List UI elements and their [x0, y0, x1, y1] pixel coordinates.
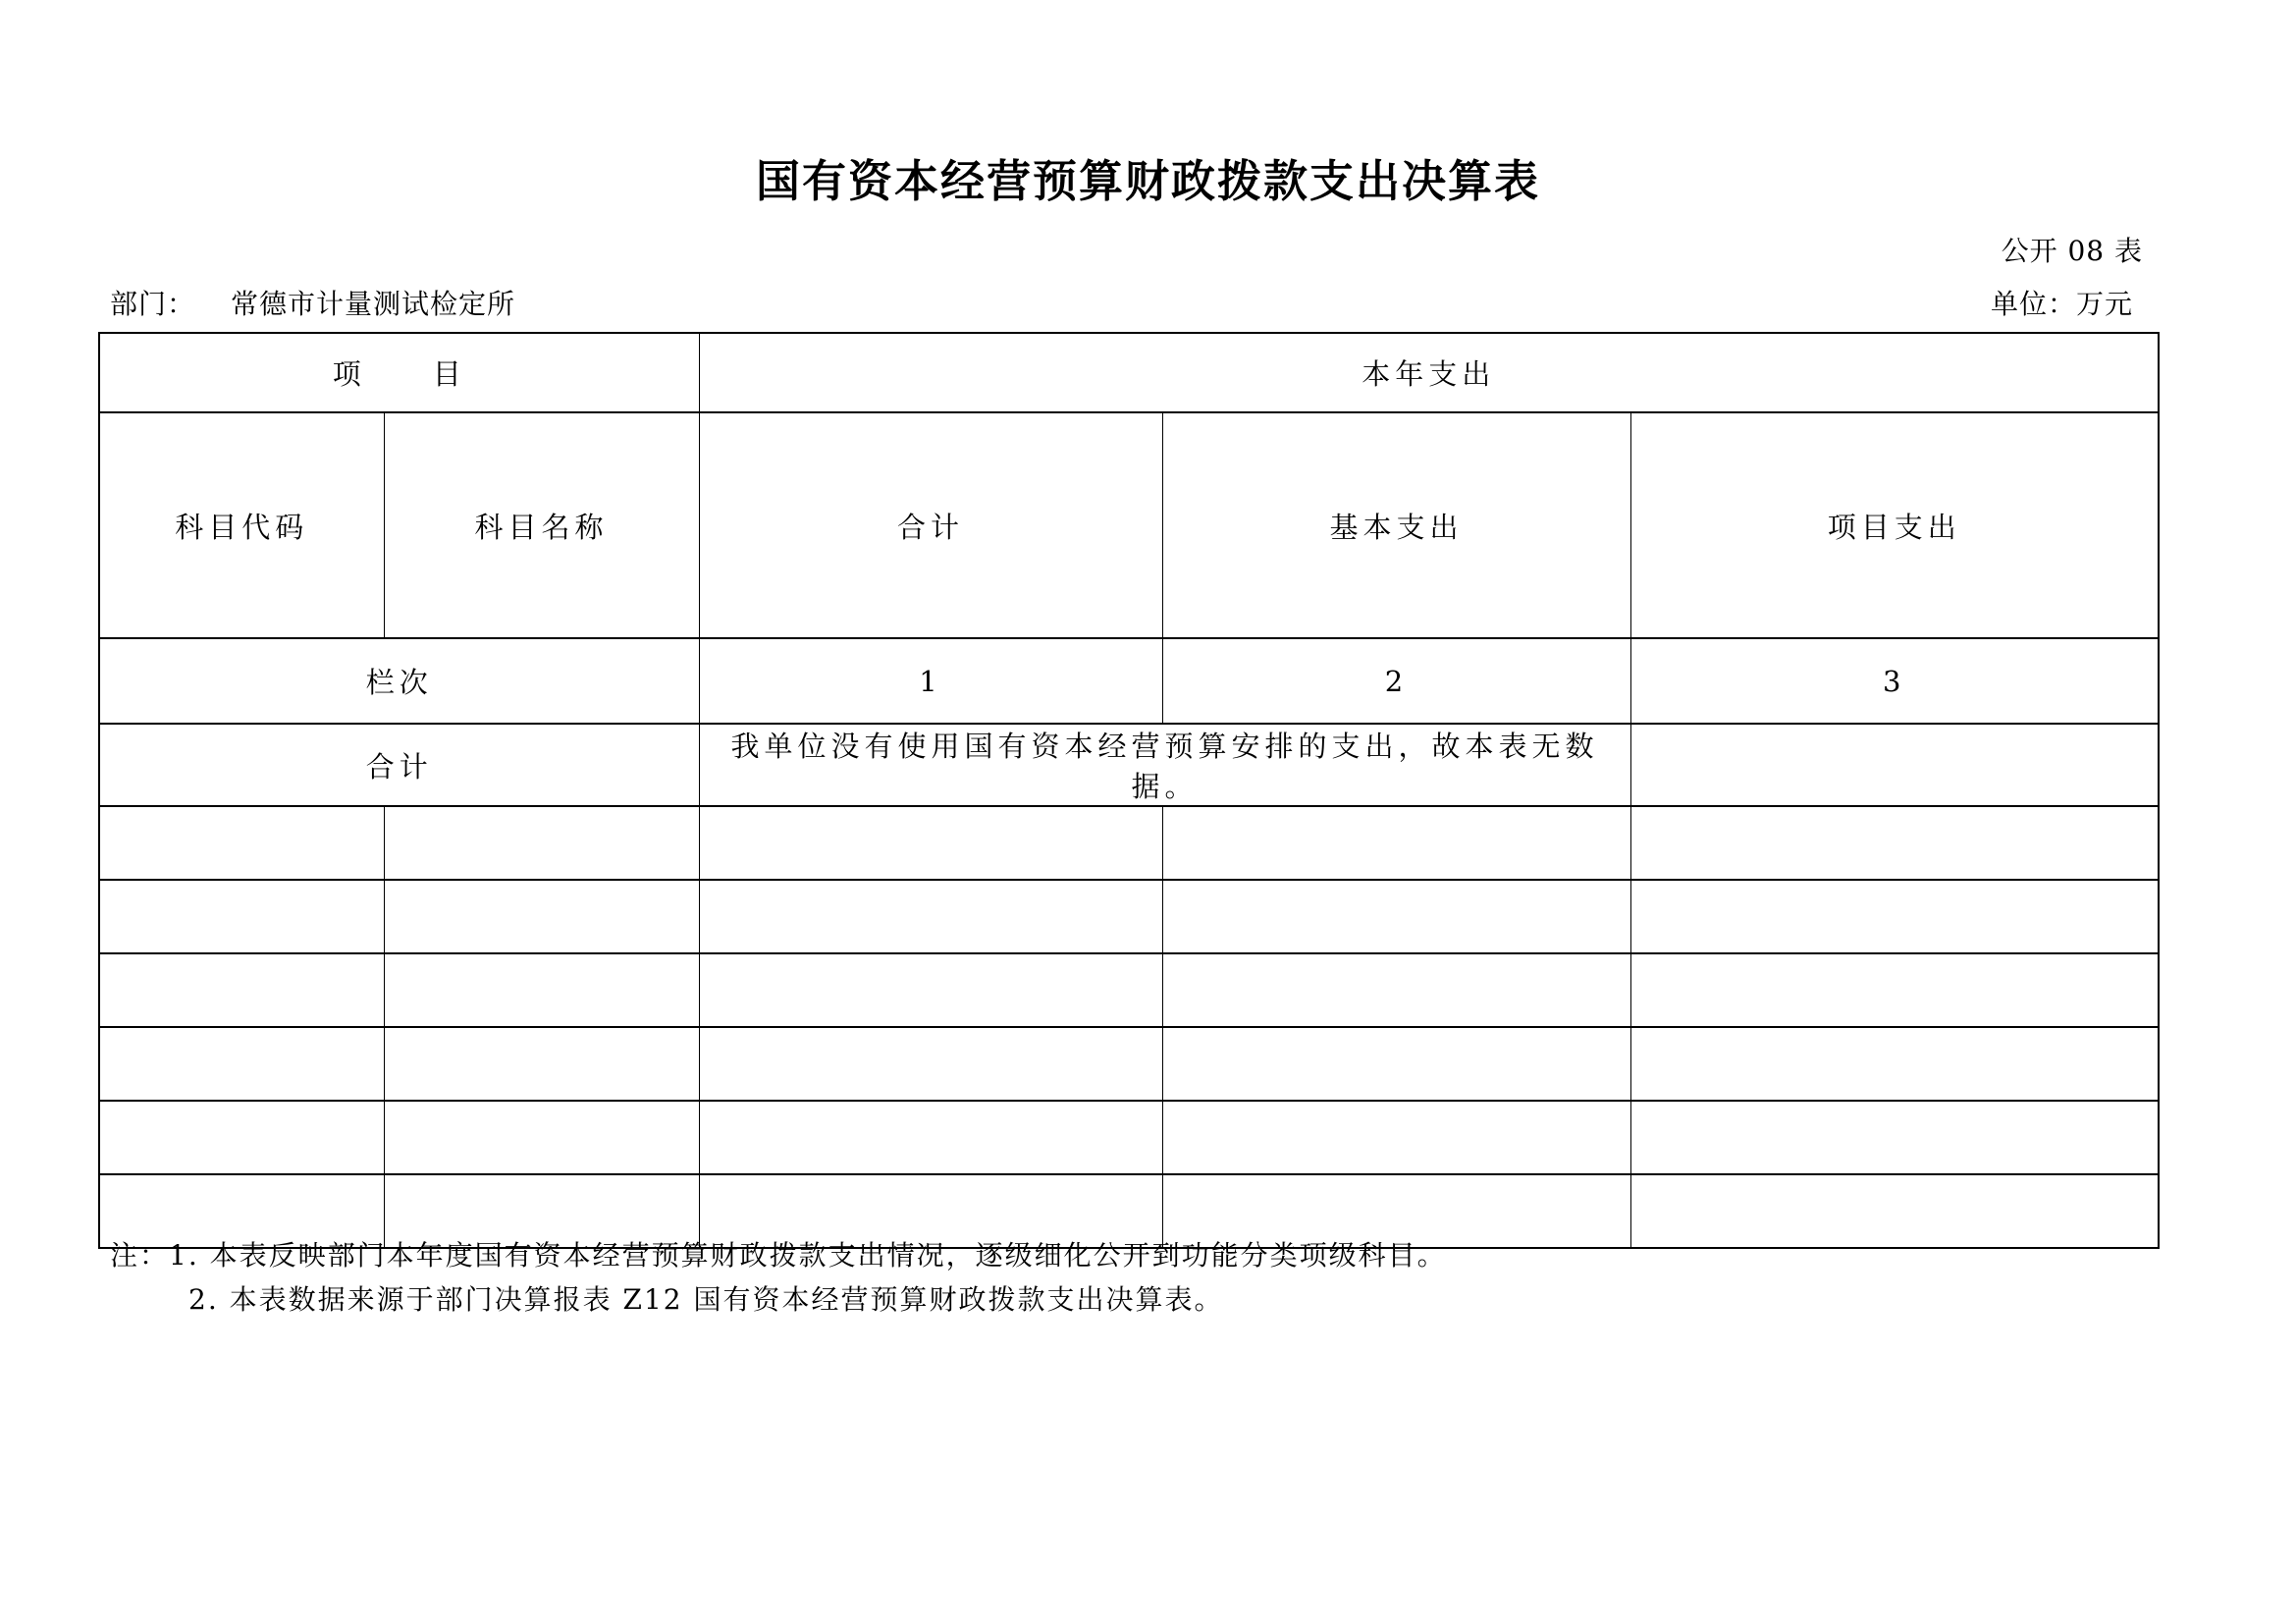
empty-cell [1162, 1101, 1630, 1174]
department-line [110, 283, 515, 322]
item-header-cell: 项 目 [99, 333, 699, 412]
empty-cell [1630, 1027, 2159, 1101]
lane-col-3: 3 [1630, 638, 2159, 724]
column-header-subject-name: 科目名称 [384, 412, 699, 638]
empty-cell [699, 880, 1162, 953]
empty-cell [1630, 953, 2159, 1027]
no-data-statement-cell: 我单位没有使用国有资本经营预算安排的支出，故本表无数据。 [699, 724, 1630, 806]
column-header-project-expenditure: 项目支出 [1630, 412, 2159, 638]
empty-cell [384, 1027, 699, 1101]
column-header-row [99, 412, 2159, 638]
empty-cell [1162, 806, 1630, 880]
empty-data-rows [99, 806, 2159, 1248]
meta-row [110, 283, 2133, 322]
expenditure-table [98, 332, 2160, 1249]
empty-cell [699, 806, 1162, 880]
total-project-expenditure-cell [1630, 724, 2159, 806]
empty-cell [699, 1101, 1162, 1174]
table-header-rows [99, 333, 2159, 806]
empty-row [99, 806, 2159, 880]
column-header-subject-code: 科目代码 [99, 412, 384, 638]
empty-cell [1630, 806, 2159, 880]
empty-cell [384, 953, 699, 1027]
empty-row [99, 880, 2159, 953]
empty-cell [384, 806, 699, 880]
empty-cell [99, 953, 384, 1027]
column-header-basic-expenditure: 基本支出 [1162, 412, 1630, 638]
empty-cell [99, 1101, 384, 1174]
footnote-2: 2. 本表数据来源于部门决算报表 Z12 国有资本经营预算财政拨款支出决算表。 [188, 1283, 1224, 1316]
empty-cell [1630, 1101, 2159, 1174]
empty-cell [99, 1027, 384, 1101]
footnote-1: 注：1. 本表反映部门本年度国有资本经营预算财政拨款支出情况，逐级细化公开到功能分类项级科目。 [110, 1239, 1447, 1272]
page-title: 国有资本经营预算财政拨款支出决算表 [755, 155, 1540, 207]
empty-cell [699, 1027, 1162, 1101]
table-code-label: 公开 08 表 [2001, 235, 2143, 267]
empty-cell [1162, 953, 1630, 1027]
empty-cell [699, 953, 1162, 1027]
department-value: 常德市计量测试检定所 [231, 288, 516, 320]
empty-cell [384, 1101, 699, 1174]
column-header-total: 合计 [699, 412, 1162, 638]
lane-col-1: 1 [699, 638, 1162, 724]
lane-label-cell: 栏次 [99, 638, 699, 724]
total-row [99, 724, 2159, 806]
item-header-row [99, 333, 2159, 412]
empty-row [99, 1101, 2159, 1174]
empty-cell [1162, 880, 1630, 953]
empty-cell [99, 880, 384, 953]
unit-label: 单位：万元 [1990, 288, 2133, 320]
current-year-expenditure-header-cell: 本年支出 [699, 333, 2159, 412]
lane-col-2: 2 [1162, 638, 1630, 724]
empty-row [99, 1027, 2159, 1101]
lane-row [99, 638, 2159, 724]
empty-cell [384, 880, 699, 953]
empty-row [99, 953, 2159, 1027]
empty-cell [1630, 880, 2159, 953]
footnotes [110, 1233, 2178, 1322]
department-label: 部门： [110, 288, 196, 320]
empty-cell [99, 806, 384, 880]
empty-cell [1162, 1027, 1630, 1101]
total-label-cell: 合计 [99, 724, 699, 806]
